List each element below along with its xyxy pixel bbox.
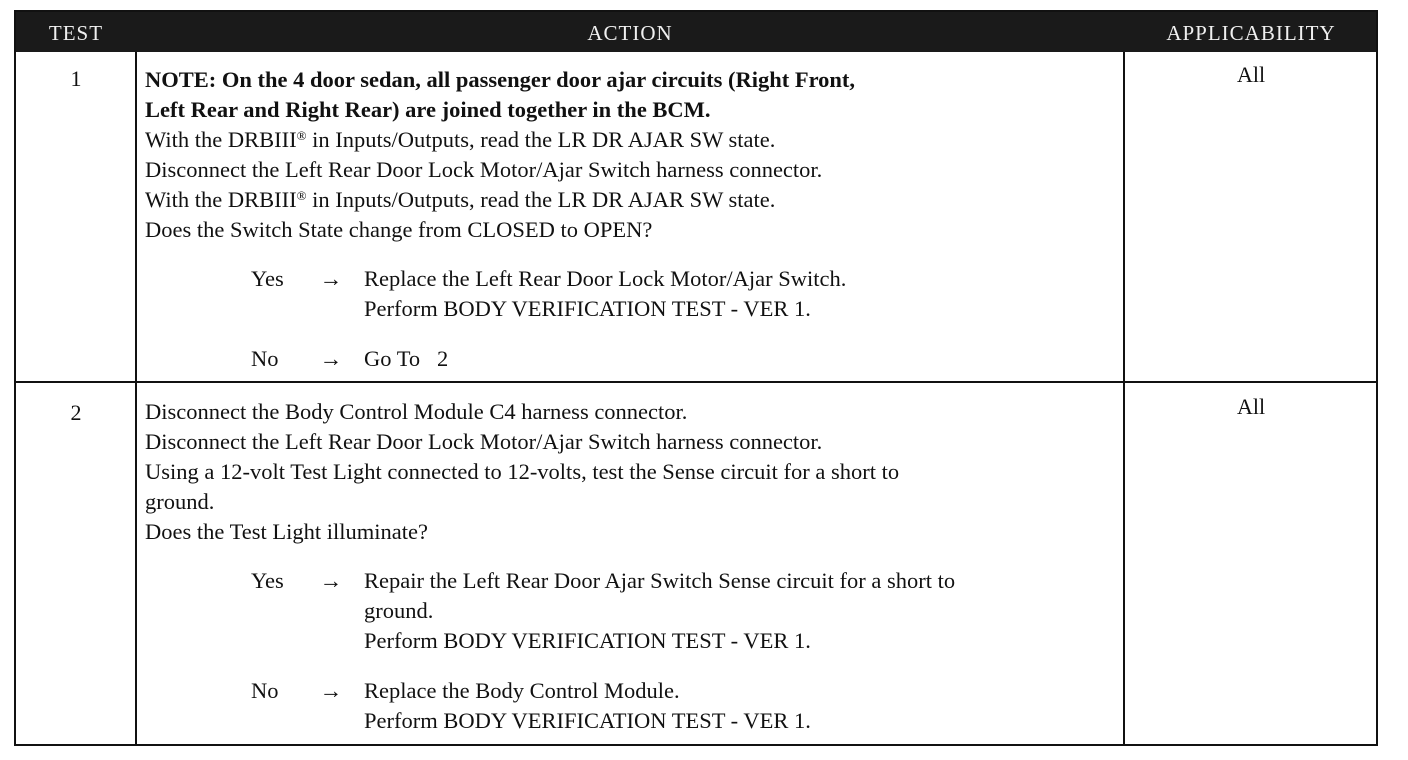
note-line-2: Left Rear and Right Rear) are joined together in the BCM.	[145, 97, 711, 122]
step-line: With the DRBIII® in Inputs/Outputs, read the LR DR AJAR SW state.	[145, 127, 776, 152]
yes-label: Yes	[251, 568, 284, 593]
response-line: Perform BODY VERIFICATION TEST - VER 1.	[364, 708, 811, 733]
registered-mark: ®	[296, 128, 307, 143]
applicability-2: All	[1236, 394, 1266, 419]
response-line: Go To 2	[364, 346, 449, 371]
no-response-1	[251, 344, 1120, 374]
arrow-icon: →	[319, 678, 343, 703]
step-line: Disconnect the Body Control Module C4 harness connector.	[145, 399, 688, 424]
arrow-icon: →	[319, 346, 343, 371]
response-line: Perform BODY VERIFICATION TEST - VER 1.	[364, 628, 811, 653]
response-line: Perform BODY VERIFICATION TEST - VER 1.	[364, 296, 811, 321]
no-label: No	[251, 346, 279, 371]
test-number-2: 2	[70, 400, 82, 425]
no-response-2	[251, 676, 1120, 736]
step-line: Disconnect the Left Rear Door Lock Motor/Ajar Switch harness connector.	[145, 429, 823, 454]
step-line: Disconnect the Left Rear Door Lock Motor/Ajar Switch harness connector.	[145, 157, 823, 182]
yes-response-2	[251, 566, 1120, 656]
column-divider-test	[135, 52, 137, 744]
yes-response-1	[251, 264, 1120, 324]
table-header	[16, 12, 1376, 52]
response-line: Repair the Left Rear Door Ajar Switch Sense circuit for a short to	[364, 568, 956, 593]
step-line: With the DRBIII® in Inputs/Outputs, read the LR DR AJAR SW state.	[145, 187, 776, 212]
arrow-icon: →	[319, 266, 343, 291]
diagnostic-test-table	[14, 10, 1378, 746]
header-applicability: APPLICABILITY	[1166, 21, 1336, 45]
response-line: Replace the Body Control Module.	[364, 678, 680, 703]
registered-mark: ®	[296, 188, 307, 203]
header-test: TEST	[48, 21, 104, 45]
response-line: ground.	[364, 598, 434, 623]
question-line: Does the Test Light illuminate?	[145, 519, 428, 544]
row-divider	[16, 381, 1376, 383]
step-line: ground.	[145, 489, 215, 514]
applicability-1: All	[1236, 62, 1266, 87]
no-label: No	[251, 678, 279, 703]
question-line: Does the Switch State change from CLOSED to OPEN?	[145, 217, 653, 242]
test-number-1: 1	[70, 66, 82, 91]
header-action: ACTION	[587, 21, 673, 45]
note-line-1: NOTE: On the 4 door sedan, all passenger door ajar circuits (Right Front,	[145, 67, 856, 92]
step-line: Using a 12-volt Test Light connected to 12-volts, test the Sense circuit for a short to	[145, 459, 900, 484]
arrow-icon: →	[319, 568, 343, 593]
yes-label: Yes	[251, 266, 284, 291]
action-cell-2	[145, 397, 1120, 736]
action-cell-1	[145, 65, 1120, 374]
response-line: Replace the Left Rear Door Lock Motor/Ajar Switch.	[364, 266, 847, 291]
